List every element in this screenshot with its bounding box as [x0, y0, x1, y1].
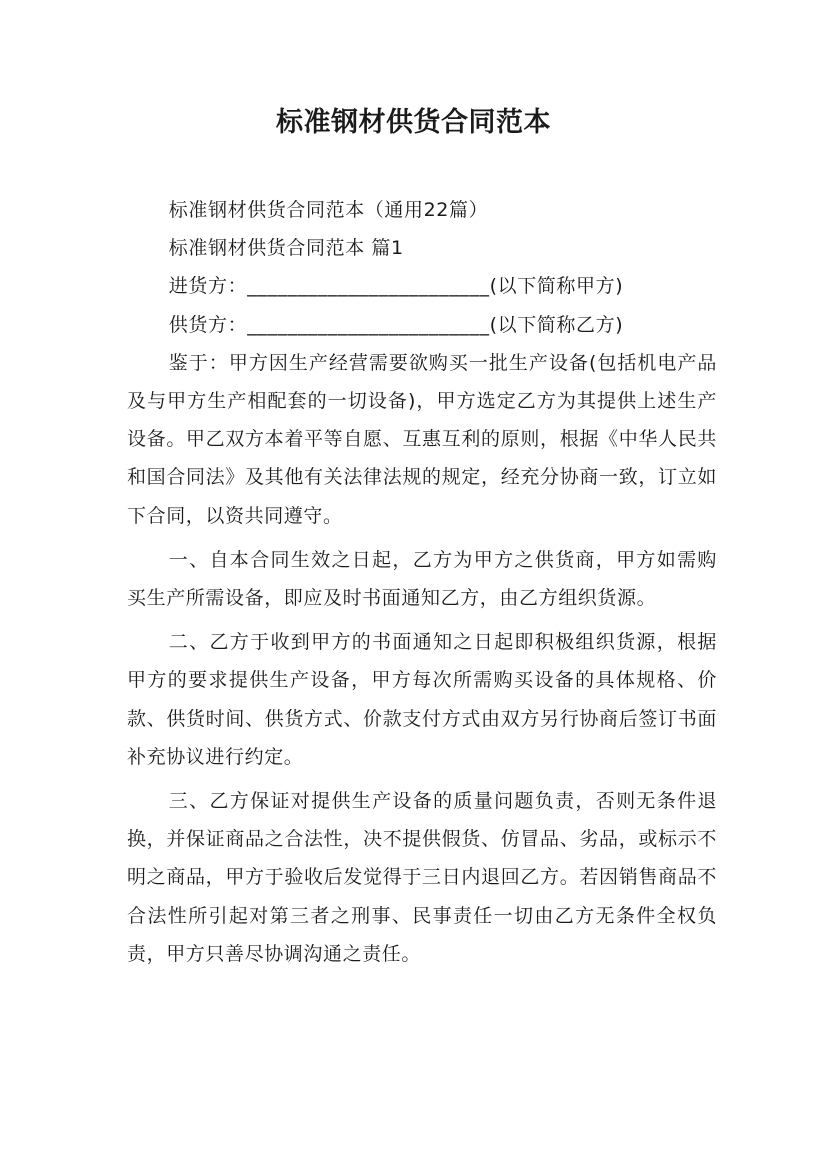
supplier-line: 供货方：________________________(以下简称乙方) [168, 313, 624, 336]
clause-3: 三、乙方保证对提供生产设备的质量问题负责，否则无条件退换，并保证商品之合法性，决不提供假货、仿冒品、劣品，或标示不明之商品，甲方于验收后发觉得于三日内退回乙方。若因销售商品不合法性所引起对第三者之刑事、民事责任一切由乙方无条件全权负责，甲方只善尽协调沟通之责任。 [127, 790, 717, 965]
document-body [127, 191, 717, 973]
document-title: 标准钢材供货合同范本 [276, 107, 551, 138]
subtitle-line: 标准钢材供货合同范本（通用22篇） [168, 199, 489, 221]
preamble-paragraph: 鉴于：甲方因生产经营需要欲购买一批生产设备(包括机电产品及与甲方生产相配套的一切设备)，甲方选定乙方为其提供上述生产设备。甲乙双方本着平等自愿、互惠互利的原则，根据《中华人民共和国合同法》及其他有关法律法规的规定，经充分协商一致，订立如下合同，以资共同遵守。 [127, 351, 717, 527]
clause-2: 二、乙方于收到甲方的书面通知之日起即积极组织货源，根据甲方的要求提供生产设备，甲方每次所需购买设备的具体规格、价款、供货时间、供货方式、价款支付方式由双方另行协商后签订书面补充协议进行约定。 [127, 631, 717, 768]
section-heading: 标准钢材供货合同范本 篇1 [168, 237, 404, 260]
clause-1: 一、自本合同生效之日起，乙方为甲方之供货商，甲方如需购买生产所需设备，即应及时书面通知乙方，由乙方组织货源。 [127, 548, 717, 610]
buyer-line: 进货方：________________________(以下简称甲方) [168, 275, 624, 298]
